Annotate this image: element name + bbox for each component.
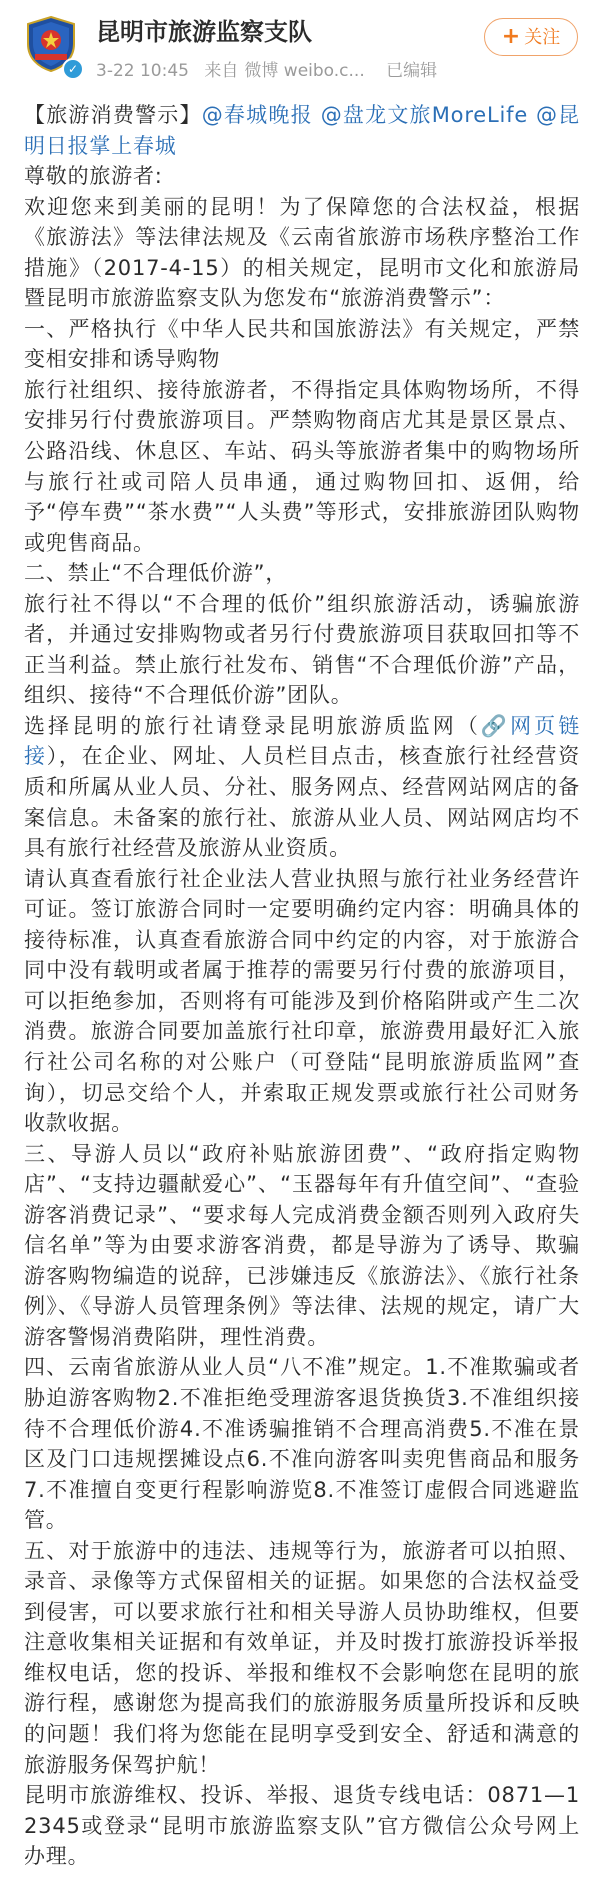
post-date: 3-22 10:45 [96,61,189,81]
post-source[interactable]: 微博 weibo.c... [244,61,365,81]
follow-label: 关注 [524,27,561,48]
select-text-before: 选择昆明的旅行社请登录昆明旅游质监网（ [24,713,481,738]
section-2-select-paragraph [24,711,580,864]
section-2-body: 旅行社不得以“不合理的低价”组织旅游活动，诱骗旅游者，并通过安排购物或者另行付费旅游项目获取回扣等不正当利益。禁止旅行社发布、销售“不合理低价游”产品，组织、接待“不合理低价游”团队。 [24,591,580,708]
intro-paragraph: 欢迎您来到美丽的昆明！为了保障您的合法权益，根据《旅游法》等法律法规及《云南省旅游市场秩序整治工作措施》（2017-4-15）的相关规定，昆明市文化和旅游局暨昆明市旅游监察支队为您发布“旅游消费警示”： [24,194,580,311]
post-body [24,100,580,1872]
link-icon: 🔗 [480,713,511,738]
section-4-paragraph: 四、云南省旅游从业人员“八不准”规定。1.不准欺骗或者胁迫游客购物2.不准拒绝受理游客退货换货3.不准组织接待不合理低价游4.不准诱骗推销不合理高消费5.不准在景区及门口违规摆摊设点6.不准向游客叫卖兜售商品和服务7.不准擅自变更行程影响游览8.不准签订虚假合同逃避监管。 [24,1355,580,1533]
greeting: 尊敬的旅游者: [24,164,163,189]
hotline-paragraph: 昆明市旅游维权、投诉、举报、退货专线电话：0871—12345或登录“昆明市旅游监察支队”官方微信公众号网上办理。 [24,1783,580,1869]
mention-link[interactable]: @盘龙文旅MoreLife [320,103,529,127]
plus-icon: + [501,24,521,49]
post-meta [96,56,447,81]
section-3-paragraph: 三、导游人员以“政府补贴旅游团费”、“政府指定购物店”、“支持边疆献爱心”、“玉器每年有升值空间”、“查验游客消费记录”、“要求每人完成消费金额否则列入政府失信名单”等为由要求游客消费，都是导游为了诱导、欺骗游客购物编造的说辞，已涉嫌违反《旅游法》、《旅行社条例》、《导游人员管理条例》等法律、法规的规定，请广大游客警惕消费陷阱，理性消费。 [24,1141,580,1349]
section-1-heading: 一、严格执行《中华人民共和国旅游法》有关规定，严禁变相安排和诱导购物 [24,316,580,372]
post-header [0,0,600,100]
follow-button[interactable] [484,18,578,56]
verified-badge-icon: ✓ [62,58,84,80]
post-source-prefix: 来自 [204,61,239,81]
edited-label: 已编辑 [386,61,438,81]
select-text-after: ），在企业、网址、人员栏目点击，核查旅行社经营资质和所属从业人员、分社、服务网点、经营网站网店的备案信息。未备案的旅行社、旅游从业人员、网站网店均不具有旅行社经营及旅游从业资质。 [24,744,580,861]
post-title-line [24,100,580,161]
section-2-contract-paragraph: 请认真查看旅行社企业法人营业执照与旅行社业务经营许可证。签订旅游合同时一定要明确约定内容：明确具体的接待标准，认真查看旅游合同中约定的内容，对于旅游合同中没有载明或者属于推荐的需要另行付费的旅游项目，可以拒绝参加，否则将有可能涉及到价格陷阱或产生二次消费。旅游合同要加盖旅行社印章，旅游费用最好汇入旅行社公司名称的对公账户（可登陆“昆明旅游质监网”查询），切忌交给个人，并索取正规发票或旅行社公司财务收款收据。 [24,866,580,1136]
post-title: 【旅游消费警示】 [24,103,202,127]
web-link[interactable]: 网页链接 [24,713,581,769]
mention-link[interactable]: @昆明日报掌上春城 [24,103,580,158]
section-5-paragraph: 五、对于旅游中的违法、违规等行为，旅游者可以拍照、录音、录像等方式保留相关的证据。如果您的合法权益受到侵害，可以要求旅行社和相关导游人员协助维权，但要注意收集相关证据和有效单证，并及时拨打旅游投诉举报维权电话，您的投诉、举报和维权不会影响您在昆明的旅游行程，感谢您为提高我们的旅游服务质量所投诉和反映的问题！我们将为您能在昆明享受到安全、舒适和满意的旅游服务保驾护航！ [24,1538,580,1777]
section-1-body: 旅行社组织、接待旅游者，不得指定具体购物场所，不得安排另行付费旅游项目。严禁购物商店尤其是景区景点、公路沿线、休息区、车站、码头等旅游者集中的购物场所与旅行社或司陪人员串通，通过购物回扣、返佣，给予“停车费”“茶水费”“人头费”等形式，安排旅游团队购物或兜售商品。 [24,377,580,555]
mention-link[interactable]: @春城晚报 [201,103,313,127]
account-name[interactable]: 昆明市旅游监察支队 [96,18,312,46]
section-2-heading: 二、禁止“不合理低价游”， [24,561,288,586]
